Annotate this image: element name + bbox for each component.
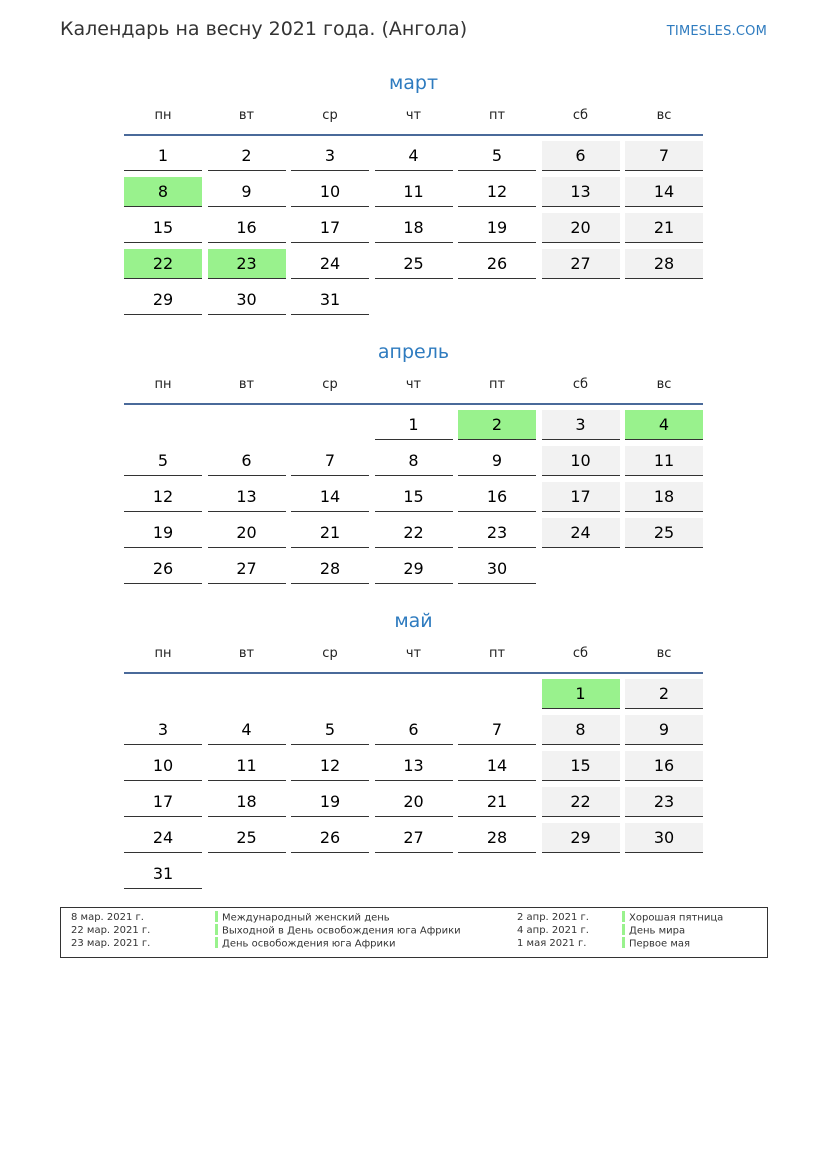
day-cell: 20 — [375, 787, 453, 817]
legend-holiday-name: День мира — [629, 925, 686, 937]
weekend-day-cell: 13 — [542, 177, 620, 207]
weekday-label: чт — [405, 108, 422, 123]
day-cell: 11 — [375, 177, 453, 207]
day-cell: 7 — [458, 715, 536, 745]
holiday-day-cell: 2 — [458, 410, 536, 440]
day-cell: 12 — [124, 482, 202, 512]
weekday-label: ср — [322, 108, 338, 123]
weekend-day-cell: 2 — [625, 679, 703, 709]
day-cell: 31 — [291, 285, 369, 315]
day-cell: 1 — [375, 410, 453, 440]
day-cell: 29 — [124, 285, 202, 315]
day-cell: 9 — [208, 177, 286, 207]
weekday-label: пн — [154, 377, 172, 392]
weekend-day-cell: 14 — [625, 177, 703, 207]
weekend-day-cell: 10 — [542, 446, 620, 476]
day-cell: 17 — [291, 213, 369, 243]
legend-holiday-name: Первое мая — [629, 938, 691, 950]
day-cell: 18 — [375, 213, 453, 243]
holiday-color-marker — [215, 924, 218, 935]
weekday-label: сб — [572, 108, 589, 123]
weekday-label: пн — [154, 646, 172, 661]
day-cell: 28 — [458, 823, 536, 853]
day-cell: 27 — [375, 823, 453, 853]
legend-date: 8 мар. 2021 г. — [71, 912, 144, 923]
weekday-label: вт — [238, 108, 255, 123]
weekday-label: вс — [656, 108, 672, 123]
day-cell: 25 — [208, 823, 286, 853]
legend-holiday — [622, 925, 685, 938]
weekend-day-cell: 29 — [542, 823, 620, 853]
day-cell: 13 — [208, 482, 286, 512]
weekend-day-cell: 22 — [542, 787, 620, 817]
day-cell: 21 — [458, 787, 536, 817]
legend-holiday — [215, 912, 390, 925]
weekend-day-cell: 24 — [542, 518, 620, 548]
day-cell: 19 — [124, 518, 202, 548]
day-cell: 15 — [375, 482, 453, 512]
day-cell: 26 — [291, 823, 369, 853]
holiday-color-marker — [622, 924, 625, 935]
day-cell: 30 — [458, 554, 536, 584]
weekday-label: вт — [238, 377, 255, 392]
holiday-day-cell: 8 — [124, 177, 202, 207]
weekday-header — [124, 367, 703, 405]
day-cell: 9 — [458, 446, 536, 476]
weekday-label: пт — [488, 377, 506, 392]
month-april — [124, 337, 703, 578]
day-cell: 26 — [458, 249, 536, 279]
day-cell: 5 — [458, 141, 536, 171]
legend-date: 22 мар. 2021 г. — [71, 925, 151, 936]
day-cell: 21 — [291, 518, 369, 548]
weekday-label: сб — [572, 377, 589, 392]
day-cell: 17 — [124, 787, 202, 817]
legend-date: 4 апр. 2021 г. — [517, 925, 589, 936]
day-cell: 14 — [291, 482, 369, 512]
weekday-label: чт — [405, 646, 422, 661]
weekend-day-cell: 23 — [625, 787, 703, 817]
day-cell: 12 — [458, 177, 536, 207]
day-cell: 6 — [375, 715, 453, 745]
day-cell: 13 — [375, 751, 453, 781]
weekend-day-cell: 6 — [542, 141, 620, 171]
day-cell: 19 — [291, 787, 369, 817]
day-cell: 24 — [124, 823, 202, 853]
day-cell: 10 — [291, 177, 369, 207]
day-cell: 22 — [375, 518, 453, 548]
holiday-day-cell: 22 — [124, 249, 202, 279]
holiday-legend — [60, 907, 768, 958]
holiday-day-cell: 4 — [625, 410, 703, 440]
day-cell: 2 — [208, 141, 286, 171]
day-cell: 7 — [291, 446, 369, 476]
weekend-day-cell: 28 — [625, 249, 703, 279]
weekday-label: вт — [238, 646, 255, 661]
weekday-header — [124, 636, 703, 674]
day-cell: 27 — [208, 554, 286, 584]
day-cell: 28 — [291, 554, 369, 584]
weekday-label: сб — [572, 646, 589, 661]
day-cell: 30 — [208, 285, 286, 315]
month-title: март — [388, 72, 439, 94]
day-cell: 23 — [458, 518, 536, 548]
holiday-color-marker — [215, 937, 218, 948]
day-cell: 19 — [458, 213, 536, 243]
day-cell: 3 — [291, 141, 369, 171]
day-cell: 11 — [208, 751, 286, 781]
day-cell: 20 — [208, 518, 286, 548]
day-cell: 29 — [375, 554, 453, 584]
month-march — [124, 68, 703, 309]
weekend-day-cell: 11 — [625, 446, 703, 476]
day-cell: 3 — [124, 715, 202, 745]
weekday-header — [124, 98, 703, 136]
legend-holiday-name: Хорошая пятница — [629, 912, 724, 924]
month-may — [124, 606, 703, 883]
day-cell: 4 — [208, 715, 286, 745]
holiday-color-marker — [622, 937, 625, 948]
weekday-label: чт — [405, 377, 422, 392]
day-cell: 10 — [124, 751, 202, 781]
weekend-day-cell: 30 — [625, 823, 703, 853]
day-cell: 25 — [375, 249, 453, 279]
weekend-day-cell: 7 — [625, 141, 703, 171]
weekday-label: пт — [488, 646, 506, 661]
legend-holiday-name: Выходной в День освобождения юга Африки — [222, 925, 461, 937]
legend-holiday — [215, 938, 396, 951]
day-cell: 14 — [458, 751, 536, 781]
day-cell: 15 — [124, 213, 202, 243]
holiday-color-marker — [215, 911, 218, 922]
weekend-day-cell: 9 — [625, 715, 703, 745]
legend-holiday — [215, 925, 461, 938]
day-cell: 31 — [124, 859, 202, 889]
day-cell: 5 — [291, 715, 369, 745]
holiday-day-cell: 1 — [542, 679, 620, 709]
day-cell: 5 — [124, 446, 202, 476]
holiday-day-cell: 23 — [208, 249, 286, 279]
legend-holiday — [622, 912, 723, 925]
weekday-label: вс — [656, 377, 672, 392]
weekend-day-cell: 17 — [542, 482, 620, 512]
day-cell: 1 — [124, 141, 202, 171]
weekend-day-cell: 27 — [542, 249, 620, 279]
weekday-label: пт — [488, 108, 506, 123]
weekend-day-cell: 18 — [625, 482, 703, 512]
legend-holiday — [622, 938, 690, 951]
day-cell: 4 — [375, 141, 453, 171]
weekend-day-cell: 25 — [625, 518, 703, 548]
day-cell: 12 — [291, 751, 369, 781]
weekday-label: ср — [322, 377, 338, 392]
legend-holiday-name: День освобождения юга Африки — [222, 938, 396, 950]
day-cell: 16 — [458, 482, 536, 512]
weekend-day-cell: 21 — [625, 213, 703, 243]
month-title: май — [394, 610, 433, 632]
legend-holiday-name: Международный женский день — [222, 912, 390, 924]
legend-date: 23 мар. 2021 г. — [71, 938, 151, 949]
weekday-label: вс — [656, 646, 672, 661]
day-cell: 16 — [208, 213, 286, 243]
weekend-day-cell: 8 — [542, 715, 620, 745]
weekend-day-cell: 16 — [625, 751, 703, 781]
day-cell: 6 — [208, 446, 286, 476]
legend-date: 2 апр. 2021 г. — [517, 912, 589, 923]
page-title: Календарь на весну 2021 года. (Ангола) — [60, 18, 468, 40]
holiday-color-marker — [622, 911, 625, 922]
day-cell: 24 — [291, 249, 369, 279]
legend-date: 1 мая 2021 г. — [517, 938, 587, 949]
day-cell: 8 — [375, 446, 453, 476]
day-cell: 18 — [208, 787, 286, 817]
weekday-label: пн — [154, 108, 172, 123]
weekend-day-cell: 20 — [542, 213, 620, 243]
weekend-day-cell: 15 — [542, 751, 620, 781]
weekday-label: ср — [322, 646, 338, 661]
day-cell: 26 — [124, 554, 202, 584]
site-link[interactable]: TIMESLES.COM — [666, 24, 767, 39]
weekend-day-cell: 3 — [542, 410, 620, 440]
month-title: апрель — [377, 341, 450, 363]
